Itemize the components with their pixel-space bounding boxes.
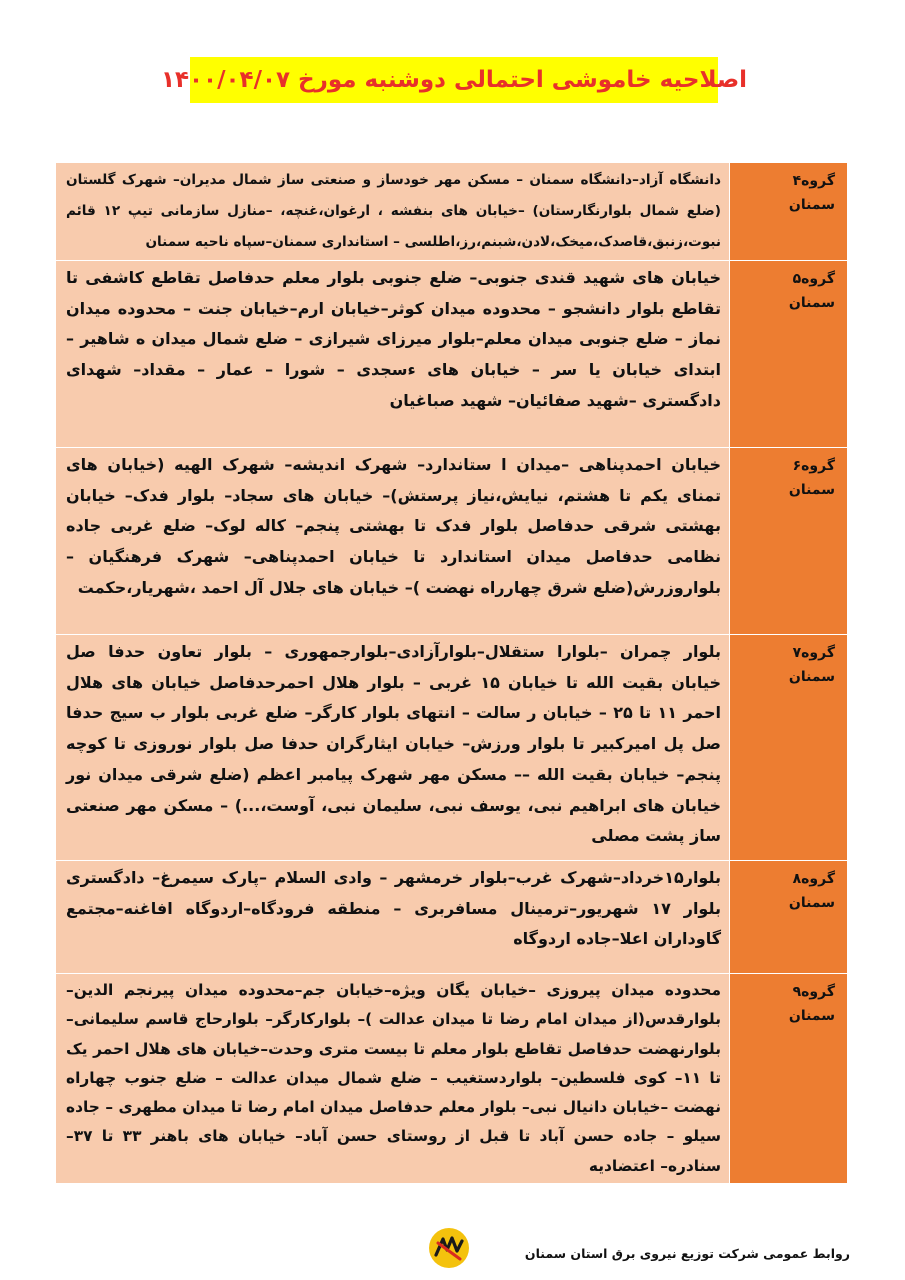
group-areas-cell bbox=[56, 163, 730, 261]
group-label-cell bbox=[730, 448, 848, 635]
group-label bbox=[730, 261, 847, 315]
group-areas-text: محدوده میدان پیروزی –خیابان یگان ویژه–خیابان جم–محدوده میدان پیرنجم الدین–بلوارقدس(از میدان امام رضا تا میدان عدالت )– بلوارکارگر– بلوارحاج قاسم سلیمانی– بلوارنهضت حدفاصل تقاطع بلوار معلم تا بیست متری وحدت–خیابان های هلال احمر یک تا ۱۱– کوی فلسطین– بلواردستغیب – ضلع شمال میدان عدالت – ضلع جنوب چهاراه نهضت –خیابان دانیال نبی– بلوار معلم حدفاصل میدان امام رضا تا میدان مطهری – جاده سیلو – جاده حسن آباد تا قبل از روستای حسن آباد– خیابان های باهنر ۳۳ تا ۳۷– سنادره– اعتضادیه bbox=[66, 981, 721, 1175]
group-label-cell bbox=[730, 861, 848, 974]
group-areas-text: بلوار چمران –بلوارا ستقلال–بلوارآزادی–بلوارجمهوری – بلوار تعاون حدفا صل خیابان بقیت الله تا خیابان ۱۵ غربی – بلوار هلال احمرحدفاصل خیابان های هلال احمر ۱۱ تا ۲۵ – خیابان ر سالت – انتهای بلوار کارگر– ضلع غربی بلوار ب سیج حدفا صل پل امیرکبیر تا بلوار ورزش– خیابان ایثارگران حدفا صل بلوار نوروزی تا کوچه پنجم– خیابان بقیت الله –– مسکن مهر شهرک پیامبر اعظم (ضلع شرقی میدان نور خیابان های ابراهیم نبی، یوسف نبی، سلیمان نبی، آوست،...) – مسکن مهر صنعتی ساز پشت مصلی bbox=[66, 642, 722, 846]
group-label bbox=[730, 635, 847, 689]
page-title: اصلاحیه خاموشی احتمالی دوشنبه مورخ ۱۴۰۰/۰۴/۰۷ bbox=[160, 67, 748, 93]
group-areas-cell bbox=[56, 974, 730, 1184]
group-number: گروه۸ bbox=[792, 871, 835, 887]
group-areas-cell bbox=[56, 635, 730, 861]
group-label bbox=[730, 448, 847, 502]
group-areas-text: خیابان های شهید قندی جنوبی– ضلع جنوبی بلوار معلم حدفاصل تقاطع کاشفی تا تقاطع بلوار دانشجو – محدوده میدان کوثر–خیابان ارم–خیابان جنت – محدوده میدان نماز – ضلع جنوبی میدان معلم–بلوار میرزای شیرازی – ضلع شمال میدان ه شاهیر – ابتدای خیابان یا سر – خیابان های ءسجدی – شورا – عمار – مقداد– شهدای دادگستری –شهید صفائیان– شهید صباغیان bbox=[66, 268, 721, 410]
group-label bbox=[730, 974, 847, 1028]
group-city: سمنان bbox=[788, 895, 835, 911]
table-row bbox=[56, 974, 848, 1184]
table-row bbox=[56, 861, 848, 974]
group-label-cell bbox=[730, 261, 848, 448]
blackout-groups-table bbox=[55, 162, 848, 1184]
group-city: سمنان bbox=[788, 197, 835, 213]
group-city: سمنان bbox=[788, 1008, 835, 1024]
group-label-cell bbox=[730, 163, 848, 261]
group-areas-text: دانشگاه آزاد–دانشگاه سمنان – مسکن مهر خودساز و صنعتی ساز شمال مدیران– شهرک گلستان (ضلع شمال بلوارنگارستان) –خیابان های بنفشه ، ارغوان،غنچه، –منازل سازمانی تیپ ۱۲ قائم نبوت،زنبق،قاصدک،میخک،لادن،شبنم،رز،اطلسی – استانداری سمنان–سپاه ناحیه سمنان bbox=[66, 172, 721, 250]
group-number: گروه۵ bbox=[792, 271, 835, 287]
group-label bbox=[730, 163, 847, 217]
group-city: سمنان bbox=[788, 482, 835, 498]
table-row bbox=[56, 261, 848, 448]
group-label bbox=[730, 861, 847, 915]
group-city: سمنان bbox=[788, 669, 835, 685]
group-areas-text: بلوار۱۵خرداد–شهرک غرب–بلوار خرمشهر – وادی السلام –پارک سیمرغ– دادگستری بلوار ۱۷ شهریور–ترمینال مسافربری – منطقه فرودگاه–اردوگاه افاغنه–مجتمع گاوداران اعلا–جاده اردوگاه bbox=[66, 868, 721, 949]
group-number: گروه۹ bbox=[792, 984, 835, 1000]
group-areas-cell bbox=[56, 261, 730, 448]
group-areas-cell bbox=[56, 448, 730, 635]
group-areas-text: خیابان احمدپناهی –میدان ا ستاندارد– شهرک اندیشه– شهرک الهیه (خیابان های تمنای یکم تا هشتم، نیایش،نیاز پرستش)– خیابان های سجاد– بلوار فدک– خیابان بهشتی شرقی حدفاصل بلوار فدک تا بهشتی پنجم– کاله لوک– ضلع غربی جاده نظامی حدفاصل میدان استاندارد تا خیابان احمدپناهی– شهرک فرهنگیان –بلواروزرش(ضلع شرق چهارراه نهضت )– خیابان های جلال آل احمد ،شهریار،حکمت bbox=[66, 455, 721, 597]
power-company-logo-icon bbox=[424, 1225, 474, 1271]
table-row bbox=[56, 163, 848, 261]
title-banner bbox=[160, 57, 748, 103]
group-city: سمنان bbox=[788, 295, 835, 311]
table-row bbox=[56, 635, 848, 861]
group-label-cell bbox=[730, 974, 848, 1184]
group-number: گروه۷ bbox=[792, 645, 835, 661]
group-label-cell bbox=[730, 635, 848, 861]
table-row bbox=[56, 448, 848, 635]
footer-credit: روابط عمومی شرکت توزیع نیروی برق استان سمنان bbox=[524, 1246, 850, 1261]
group-number: گروه۴ bbox=[792, 173, 835, 189]
group-areas-cell bbox=[56, 861, 730, 974]
group-number: گروه۶ bbox=[792, 458, 835, 474]
